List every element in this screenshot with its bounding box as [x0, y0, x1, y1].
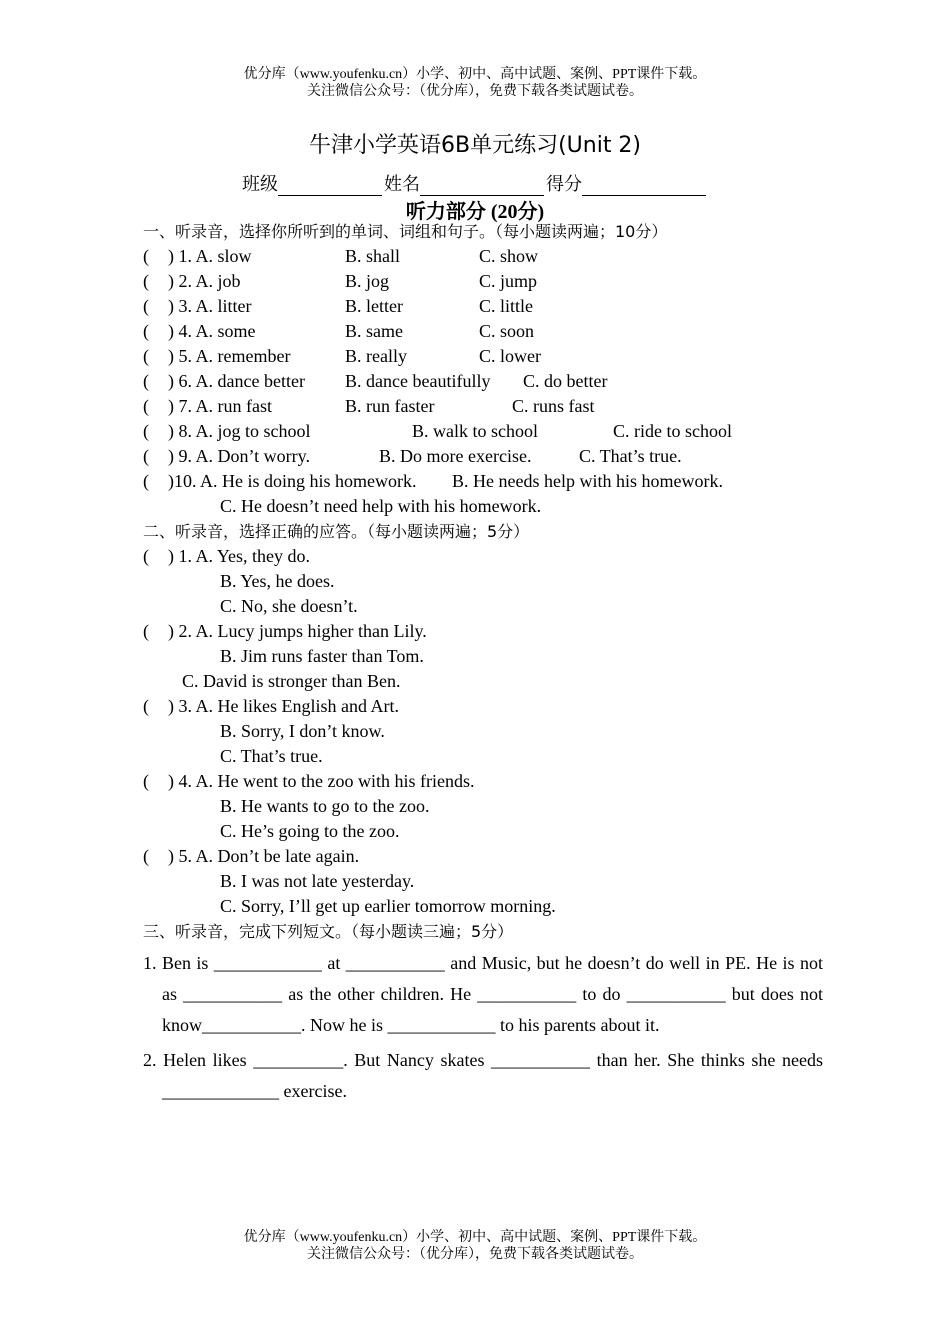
- footer-line-1: 优分库（www.youfenku.cn）小学、初中、高中试题、案例、PPT课件下载。: [243, 1230, 707, 1245]
- section-1-heading: 一、听录音，选择你所听到的单词、词组和句子。（每小题读两遍；10分）: [143, 222, 668, 241]
- question-row: ( ) 5. A. Don’t be late again.: [143, 846, 360, 866]
- option-row: C. That’s true.: [220, 746, 323, 766]
- question-row: ( ) 8. A. jog to school B. walk to school C. ride to school: [143, 421, 732, 441]
- question-row: ( ) 1. A. slow B. shall C. show: [143, 246, 539, 266]
- score-label: 得分: [546, 174, 582, 194]
- question-row: ( ) 3. A. He likes English and Art.: [143, 696, 399, 716]
- class-blank: [278, 175, 382, 196]
- option-row: B. Yes, he does.: [220, 571, 335, 591]
- question-row: ( ) 9. A. Don’t worry. B. Do more exercise. C. That’s true.: [143, 446, 682, 466]
- option-row: C. He’s going to the zoo.: [220, 821, 400, 841]
- question-row: ( )10. A. He is doing his homework. B. He needs help with his homework.: [143, 471, 723, 491]
- worksheet-title: 牛津小学英语6B单元练习(Unit 2): [308, 133, 642, 158]
- header-line-2: 关注微信公众号：（优分库），免费下载各类试题试卷。: [307, 84, 643, 99]
- option-row: C. Sorry, I’ll get up earlier tomorrow morning.: [220, 896, 556, 916]
- question-row: ( ) 6. A. dance better B. dance beautifully C. do better: [143, 371, 608, 391]
- listening-section-title: 听力部分 (20分): [405, 201, 545, 223]
- option-row: B. Jim runs faster than Tom.: [220, 646, 424, 666]
- header-line-1: 优分库（www.youfenku.cn）小学、初中、高中试题、案例、PPT课件下载。: [243, 67, 707, 82]
- section-3-heading: 三、听录音，完成下列短文。（每小题读三遍；5分）: [143, 922, 514, 941]
- cloze-passage-1: 1. Ben is ____________ at ___________ and Music, but he doesn’t do well in PE. He is not as ___________ as the other children. He ___________ to do ___________ but does not know___________. Now he is ____________ to his parents about it.: [143, 953, 823, 1035]
- question-row: ( ) 7. A. run fast B. run faster C. runs fast: [143, 396, 595, 416]
- section-2-heading: 二、听录音，选择正确的应答。（每小题读两遍；5分）: [143, 522, 530, 541]
- option-row: B. He wants to go to the zoo.: [220, 796, 430, 816]
- option-row: B. Sorry, I don’t know.: [220, 721, 385, 741]
- question-row: ( ) 2. A. job B. jog C. jump: [143, 271, 538, 291]
- option-row: B. I was not late yesterday.: [220, 871, 415, 891]
- footer-line-2: 关注微信公众号：（优分库），免费下载各类试题试卷。: [307, 1247, 643, 1262]
- question-row: ( ) 5. A. remember B. really C. lower: [143, 346, 541, 366]
- page-footer: [0, 1229, 950, 1263]
- name-blank: [420, 175, 544, 196]
- page-header: [0, 66, 950, 100]
- question-row: ( ) 4. A. He went to the zoo with his friends.: [143, 771, 475, 791]
- option-row: C. David is stronger than Ben.: [182, 671, 401, 691]
- score-blank: [582, 175, 706, 196]
- question-row: ( ) 4. A. some B. same C. soon: [143, 321, 535, 341]
- question-row: ( ) 2. A. Lucy jumps higher than Lily.: [143, 621, 427, 641]
- worksheet-body: [143, 219, 823, 1107]
- question-row-continued: C. He doesn’t need help with his homework.: [220, 496, 542, 516]
- cloze-passage-2: 2. Helen likes __________. But Nancy skates ___________ than her. She thinks she needs _____________ exercise.: [143, 1050, 823, 1101]
- option-row: C. No, she doesn’t.: [220, 596, 358, 616]
- name-label: 姓名: [384, 174, 420, 194]
- question-row: ( ) 3. A. litter B. letter C. little: [143, 296, 533, 316]
- class-label: 班级: [242, 174, 278, 194]
- question-row: ( ) 1. A. Yes, they do.: [143, 546, 311, 566]
- student-info-line: [0, 170, 950, 196]
